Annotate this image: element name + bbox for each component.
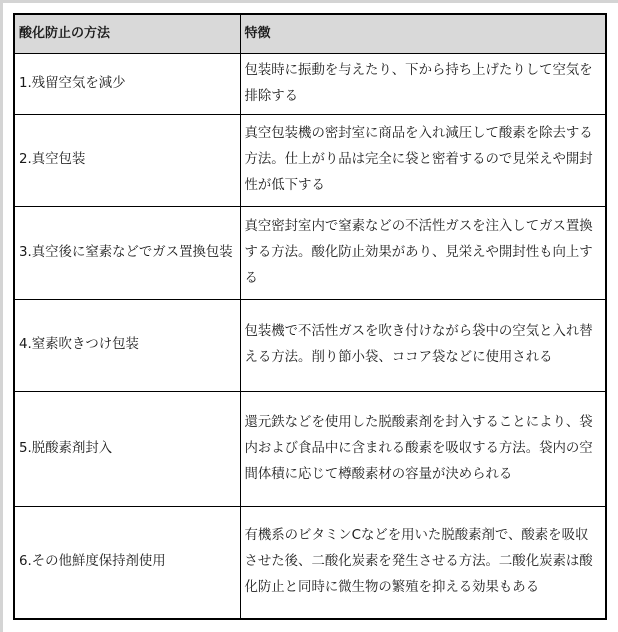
- feature-cell: 包装機で不活性ガスを吹き付けながら袋中の空気と入れ替える方法。削り節小袋、ココア袋などに使用される: [240, 299, 606, 391]
- method-cell: 3.真空後に窒素などでガス置換包装: [14, 206, 240, 299]
- header-feature: 特徴: [240, 14, 606, 53]
- feature-cell: 真空密封室内で窒素などの不活性ガスを注入してガス置換する方法。酸化防止効果があり、見栄えや開封性も向上する: [240, 206, 606, 299]
- method-cell: 1.残留空気を減少: [14, 53, 240, 114]
- table-row: [14, 506, 606, 619]
- table-row: [14, 391, 606, 506]
- table-row: [14, 53, 606, 114]
- feature-cell: 包装時に振動を与えたり、下から持ち上げたりして空気を排除する: [240, 53, 606, 114]
- table-row: [14, 206, 606, 299]
- method-cell: 4.窒素吹きつけ包装: [14, 299, 240, 391]
- feature-cell: 還元鉄などを使用した脱酸素剤を封入することにより、袋内および食品中に含まれる酸素を吸収する方法。袋内の空間体積に応じて樽酸素材の容量が決められる: [240, 391, 606, 506]
- table-header-row: [14, 14, 606, 53]
- header-method: 酸化防止の方法: [14, 14, 240, 53]
- oxidation-prevention-table: [13, 13, 607, 620]
- table-row: [14, 114, 606, 206]
- frame-left-border: [0, 0, 3, 632]
- table-row: [14, 299, 606, 391]
- method-cell: 2.真空包装: [14, 114, 240, 206]
- feature-cell: 有機系のビタミンCなどを用いた脱酸素剤で、酸素を吸収させた後、二酸化炭素を発生させる方法。二酸化炭素は酸化防止と同時に微生物の繁殖を抑える効果もある: [240, 506, 606, 619]
- feature-cell: 真空包装機の密封室に商品を入れ減圧して酸素を除去する方法。仕上がり品は完全に袋と密着するので見栄えや開封性が低下する: [240, 114, 606, 206]
- method-cell: 5.脱酸素剤封入: [14, 391, 240, 506]
- method-cell: 6.その他鮮度保持剤使用: [14, 506, 240, 619]
- frame-top-border: [0, 0, 618, 3]
